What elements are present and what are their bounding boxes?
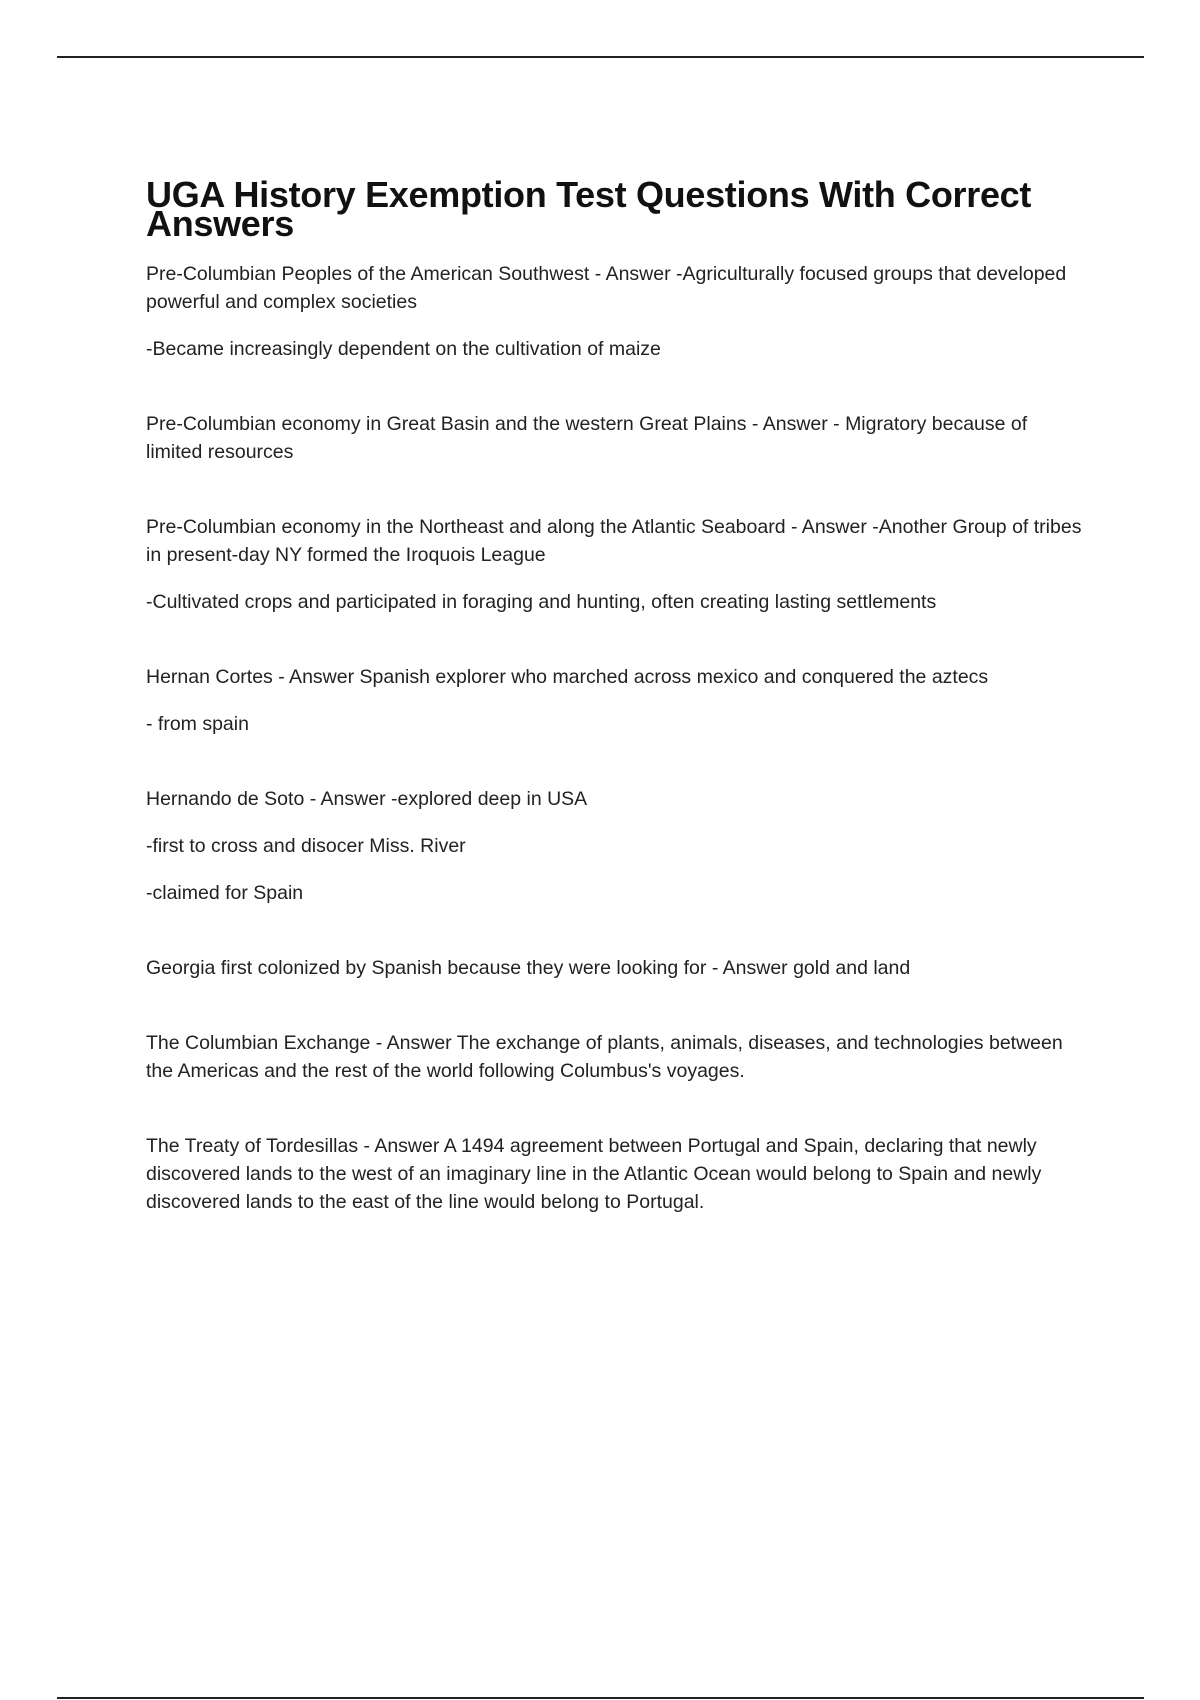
qa-text: Pre-Columbian economy in the Northeast and along the Atlantic Seaboard - Answer -Another Group of tribes in present-day NY formed the Iroquois League [146,516,1082,566]
document-body [146,174,1086,1235]
qa-entry [146,663,1086,738]
top-rule [57,56,1144,58]
qa-text: Hernan Cortes - Answer Spanish explorer who marched across mexico and conquered the aztecs [146,666,989,688]
qa-entry [146,513,1086,616]
bottom-rule [57,1697,1144,1699]
qa-text: The Columbian Exchange - Answer The exchange of plants, animals, diseases, and technologies between the Americas and the rest of the world following Columbus's voyages. [146,1032,1063,1082]
qa-text: Pre-Columbian Peoples of the American Southwest - Answer -Agriculturally focused groups that developed powerful and complex societies [146,263,1067,313]
qa-entry [146,260,1086,363]
qa-text: -claimed for Spain [146,882,304,904]
qa-text: Hernando de Soto - Answer -explored deep in USA [146,788,588,810]
qa-entry [146,410,1086,466]
qa-text: - from spain [146,713,249,735]
qa-text: -Cultivated crops and participated in foraging and hunting, often creating lasting settlements [146,591,937,613]
qa-text: The Treaty of Tordesillas - Answer A 1494 agreement between Portugal and Spain, declaring that newly discovered lands to the west of an imaginary line in the Atlantic Ocean would belong to Spain and newly discovered lands to the east of the line would belong to Portugal. [146,1135,1042,1213]
qa-entry [146,785,1086,907]
qa-entry [146,954,1086,982]
qa-text: -first to cross and disocer Miss. River [146,835,466,857]
qa-list [146,260,1086,1216]
qa-entry [146,1029,1086,1085]
qa-text: Pre-Columbian economy in Great Basin and the western Great Plains - Answer - Migratory because of limited resources [146,413,1028,463]
qa-text: -Became increasingly dependent on the cultivation of maize [146,338,661,360]
document-title: UGA History Exemption Test Questions With Correct Answers [146,174,1032,244]
qa-text: Georgia first colonized by Spanish because they were looking for - Answer gold and land [146,957,911,979]
qa-entry [146,1132,1086,1216]
